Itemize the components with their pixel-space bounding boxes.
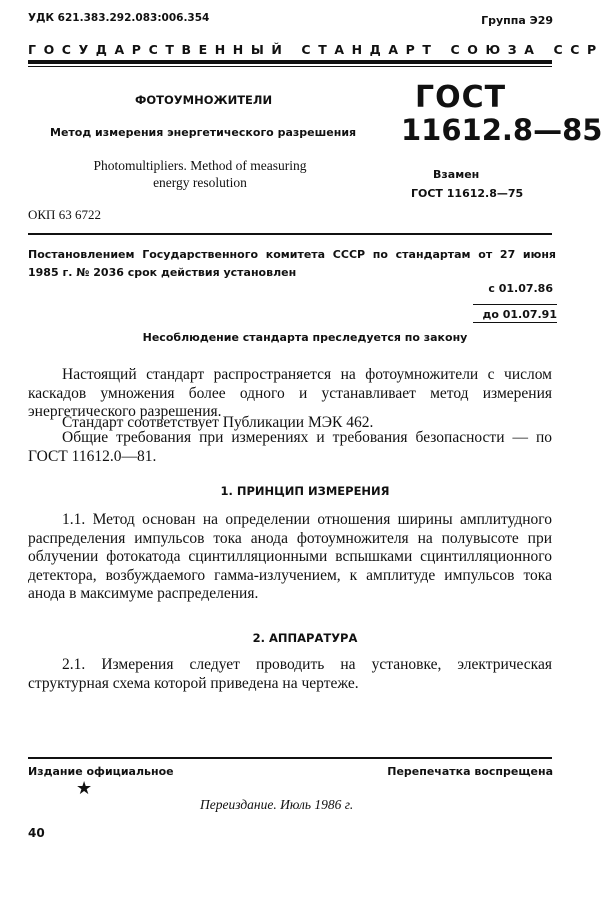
- validity-date-underline: [473, 322, 557, 323]
- intro-paragraph: Стандарт соответствует Публикации МЭК 462.: [62, 414, 374, 431]
- section-rule: [28, 233, 552, 235]
- reprint-ban-label: Перепечатка воспрещена: [387, 765, 553, 778]
- header-rule: [28, 60, 552, 64]
- section-paragraph: 1.1. Метод основан на определении отношения ширины амплитудного распределения импульсов тока анода фотоумножителя на полувысоте при облучении фотокатода сцинтилляционными вспышками сцинтилляционного детектора, возбуждаемого гамма-излучением, к амплитуде импульсов тока анода в максимуме распределения.: [28, 511, 552, 602]
- gost-label: ГОСТ: [415, 80, 507, 115]
- document-title: ФОТОУМНОЖИТЕЛИ: [135, 93, 273, 107]
- standard-banner: ГОСУДАРСТВЕННЫЙ СТАНДАРТ СОЮЗА ССР: [28, 42, 604, 57]
- page-number: 40: [28, 826, 45, 840]
- udk-code: УДК 621.383.292.083:006.354: [28, 12, 210, 24]
- replaces-label: Взамен: [433, 168, 480, 181]
- group-code: Группа Э29: [481, 14, 553, 27]
- header-rule-thin: [28, 66, 552, 67]
- replaces-value: ГОСТ 11612.8—75: [411, 187, 524, 200]
- validity-date-from: с 01.07.86: [488, 282, 553, 295]
- section-paragraph: 2.1. Измерения следует проводить на установке, электрическая структурная схема которой приведена на чертеже.: [28, 656, 552, 692]
- intro-paragraph: Настоящий стандарт распространяется на фотоумножители с числом каскадов умножения более одного и устанавливает метод измерения энергетического разрешения.: [28, 366, 552, 420]
- document-title-en: [0, 157, 400, 191]
- intro-paragraph: Общие требования при измерениях и требования безопасности — по ГОСТ 11612.0—81.: [28, 429, 552, 465]
- section-heading: 2. АППАРАТУРА: [252, 631, 358, 645]
- reissue-note: Переиздание. Июль 1986 г.: [200, 797, 354, 812]
- validity-date-to: до 01.07.91: [473, 304, 557, 321]
- title-en-line-2: energy resolution: [153, 175, 247, 190]
- official-edition-label: Издание официальное: [28, 765, 174, 778]
- title-en-line-1: Photomultipliers. Method of measuring: [93, 158, 307, 173]
- star-icon: ★: [76, 778, 93, 798]
- section-heading: 1. ПРИНЦИП ИЗМЕРЕНИЯ: [220, 484, 390, 498]
- okp-code: ОКП 63 6722: [28, 207, 101, 222]
- legal-notice: Несоблюдение стандарта преследуется по закону: [142, 331, 468, 344]
- gost-number: 11612.8—85: [401, 113, 603, 147]
- footer-rule: [28, 757, 552, 759]
- decree-text: Постановлением Государственного комитета СССР по стандартам от 27 июня 1985 г. № 2036 срок действия установлен: [28, 248, 556, 279]
- document-subtitle: Метод измерения энергетического разрешения: [50, 126, 357, 139]
